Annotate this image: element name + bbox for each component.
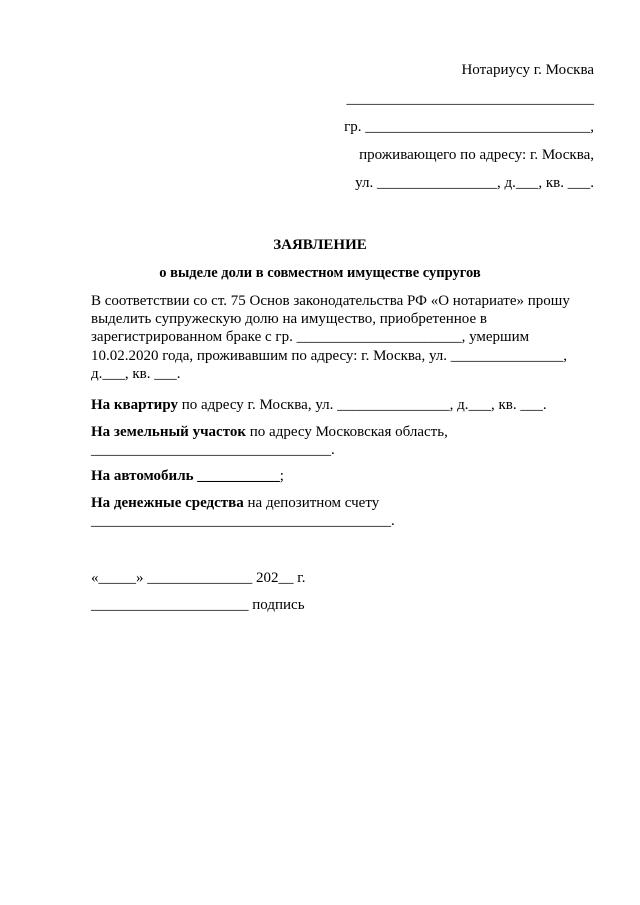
signature-line: _____________________ подпись — [91, 597, 305, 613]
notary-name-blank: _________________________________ — [346, 91, 594, 107]
money-item — [91, 494, 379, 512]
money-blank-line: ________________________________________. — [91, 513, 395, 529]
money-label: На денежные средства — [91, 495, 244, 511]
citizen-line: гр. ______________________________, — [344, 119, 594, 135]
body-line-3: зарегистрированном браке с гр. ______________________, умершим — [91, 329, 530, 345]
land-blank-line: ________________________________. — [91, 442, 335, 458]
land-label: На земельный участок — [91, 424, 247, 440]
land-text: по адресу Московская область, — [246, 424, 448, 440]
document-title: ЗАЯВЛЕНИЕ — [273, 237, 367, 253]
document-subtitle: о выделе доли в совместном имуществе супругов — [159, 265, 481, 281]
body-line-2: выделить супружескую долю на имущество, приобретенное в — [91, 311, 487, 327]
apartment-text: по адресу г. Москва, ул. _______________, д.___, кв. ___. — [177, 397, 547, 413]
body-line-5: д.___, кв. ___. — [91, 366, 181, 382]
money-text: на депозитном счету — [243, 495, 380, 511]
car-label: На автомобиль ___________ — [91, 468, 280, 484]
apartment-item — [91, 396, 547, 414]
apartment-label: На квартиру — [91, 397, 178, 413]
body-line-4: 10.02.2020 года, проживавшим по адресу: г. Москва, ул. _______________, — [91, 348, 568, 364]
residing-line: проживающего по адресу: г. Москва, — [359, 147, 594, 163]
land-item — [91, 423, 448, 441]
addressee: Нотариусу г. Москва — [461, 62, 594, 78]
street-line: ул. ________________, д.___, кв. ___. — [355, 175, 594, 191]
body-line-1: В соответствии со ст. 75 Основ законодательства РФ «О нотариате» прошу — [91, 293, 570, 309]
date-line: «_____» ______________ 202__ г. — [91, 570, 306, 586]
car-item — [91, 467, 284, 485]
car-text: ; — [279, 468, 284, 484]
